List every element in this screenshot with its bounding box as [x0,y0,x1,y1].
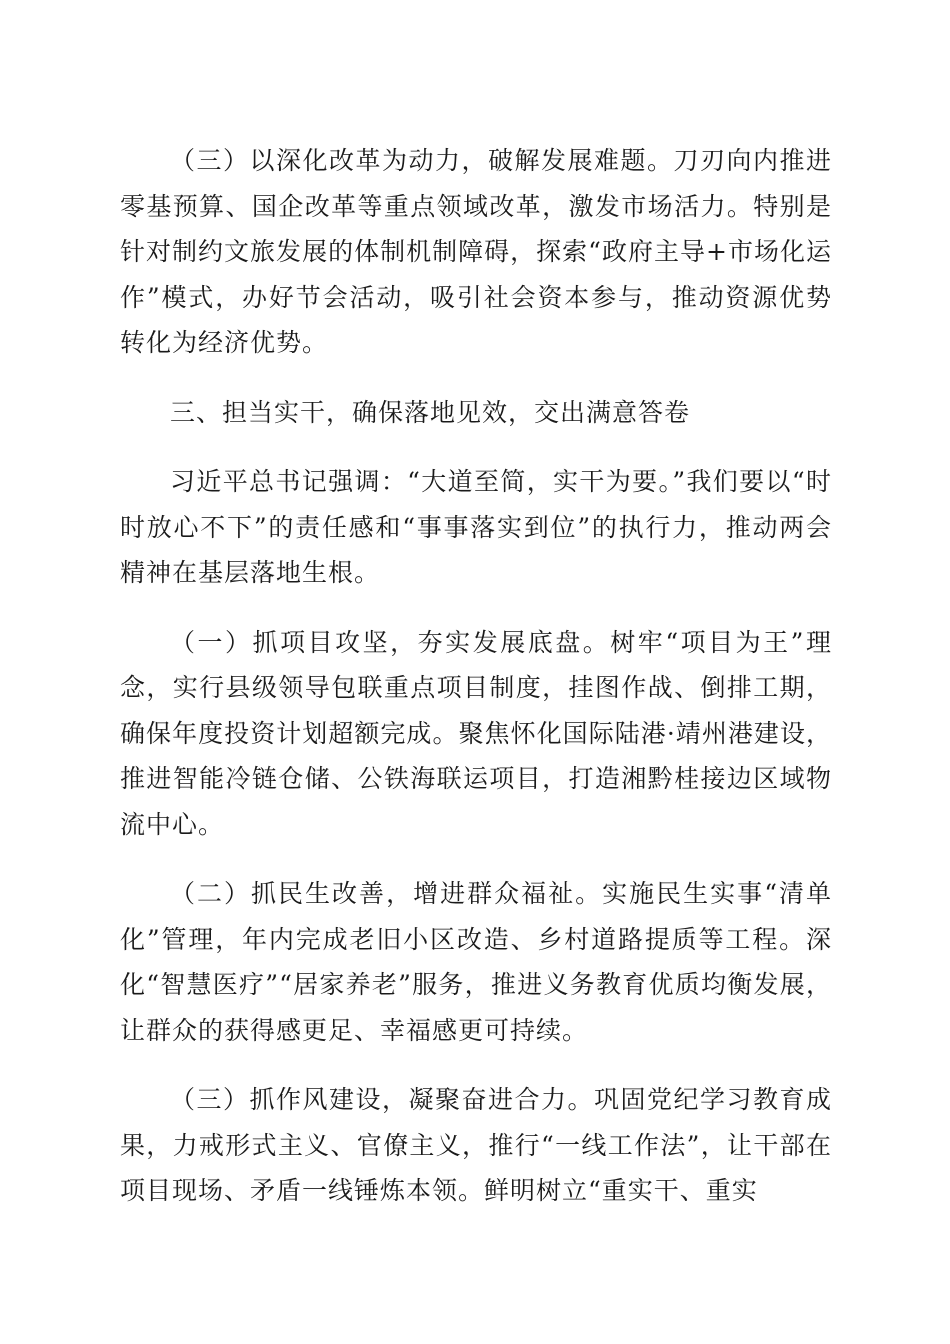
paragraph-work-style: （三）抓作风建设，凝聚奋进合力。巩固党纪学习教育成果，力戒形式主义、官僚主义，推行“一线工作法”，让干部在项目现场、矛盾一线锤炼本领。鲜明树立“重实干、重实 [120,1085,832,1205]
paragraph-gap [120,847,832,871]
paragraph-livelihood: （二）抓民生改善，增进群众福祉。实施民生实事“清单化”管理，年内完成老旧小区改造、乡村道路提质等工程。深化“智慧医疗”“居家养老”服务，推进义务教育优质均衡发展，让群众的获得感更足、幸福感更可持续。 [120,879,832,1045]
paragraph-gap [120,1053,832,1077]
section-heading-three: 三、担当实干，确保落地见效，交出满意答卷 [170,397,691,427]
paragraph-reform: （三）以深化改革为动力，破解发展难题。刀刃向内推进零基预算、国企改革等重点领域改革，激发市场活力。特别是针对制约文旅发展的体制机制障碍，探索“政府主导+市场化运作”模式，办好节会活动，吸引社会资本参与，推动资源优势转化为经济优势。 [120,146,832,357]
paragraph-quote: 习近平总书记强调：“大道至简，实干为要。”我们要以“时时放心不下”的责任感和“事事落实到位”的执行力，推动两会精神在基层落地生根。 [120,467,832,587]
paragraph-projects: （一）抓项目攻坚，夯实发展底盘。树牢“项目为王”理念，实行县级领导包联重点项目制度，挂图作战、倒排工期，确保年度投资计划超额完成。聚焦怀化国际陆港·靖州港建设，推进智能冷链仓储、公铁海联运项目，打造湘黔桂接边区域物流中心。 [120,627,832,839]
paragraph-gap [120,435,832,459]
paragraph-gap [120,596,832,620]
document-body [120,138,832,1214]
paragraph-gap [120,366,832,390]
